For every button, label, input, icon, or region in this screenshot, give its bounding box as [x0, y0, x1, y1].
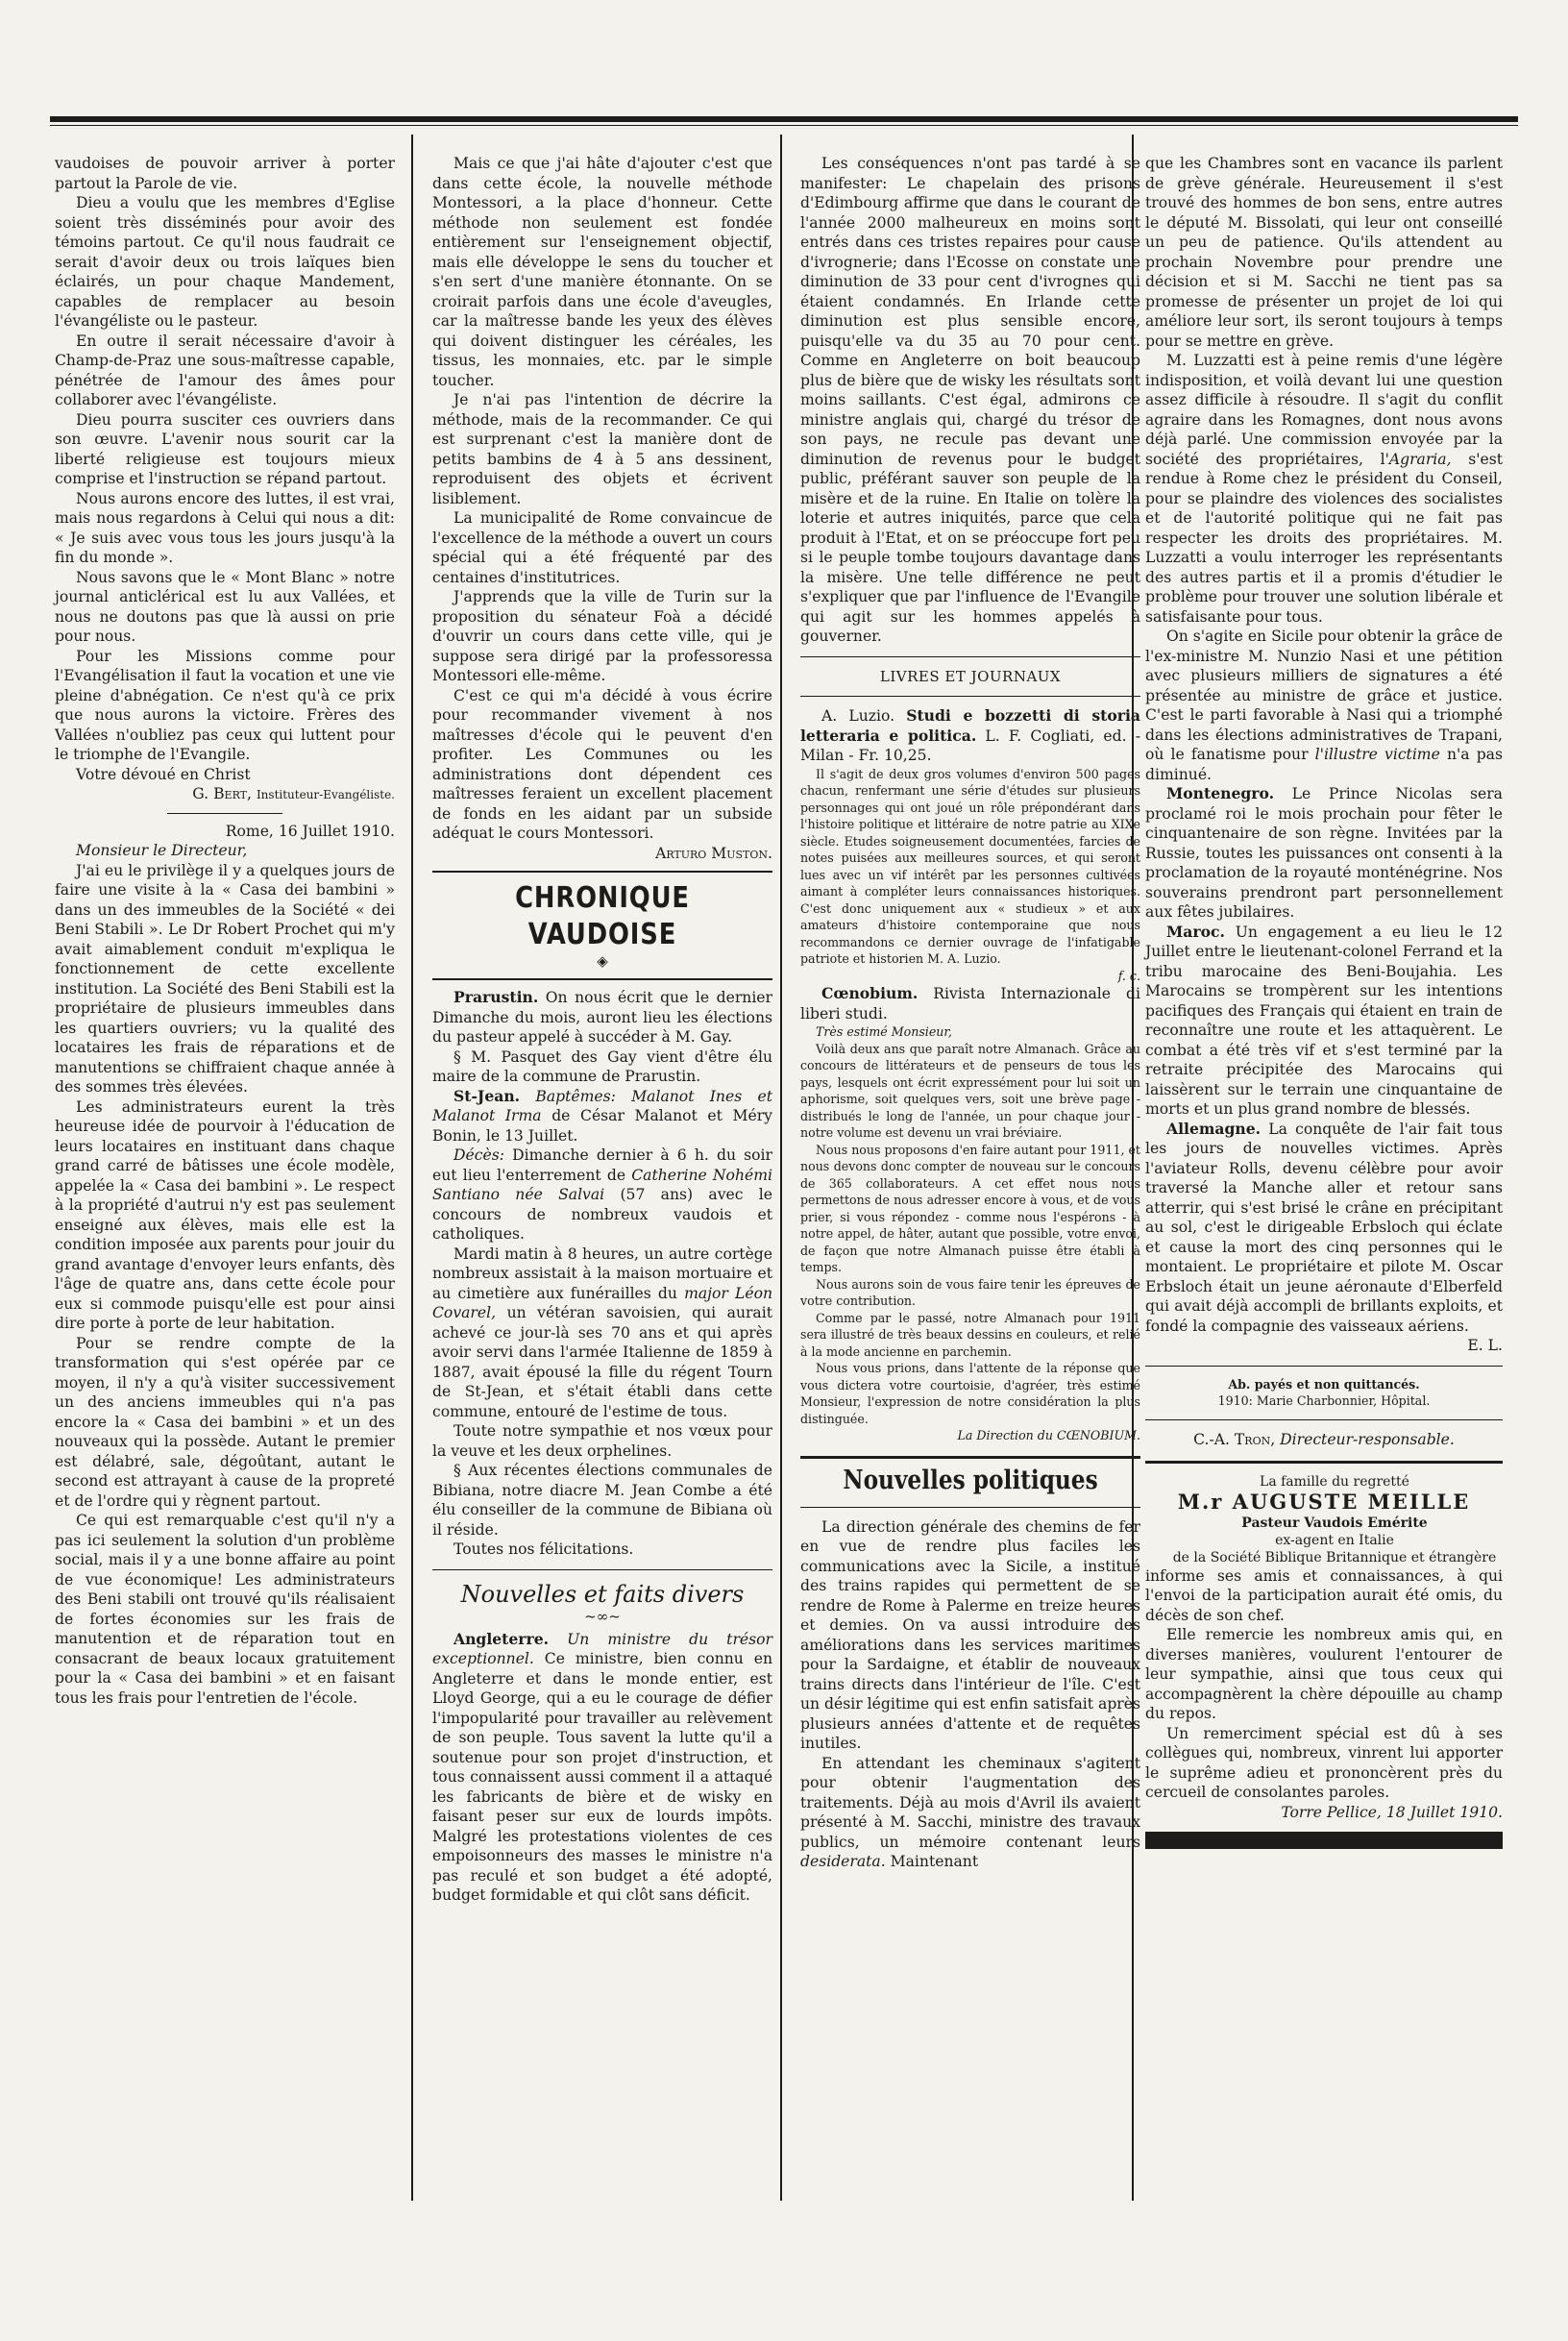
- column-2: [432, 154, 772, 1906]
- news-text: s'est rendue à Rome chez le président du Conseil, pour se plaindre des violences des socialistes et de l'autorité politique qui ne fait pas respecter les droits des propriétaires. M. Luzzatti a voulu interroger les représentants des autres partis et il a promis d'étudier le problème pour trouver une solution libérale et satisfaisante pour tous.: [1145, 450, 1503, 626]
- paragraph: [1145, 351, 1503, 627]
- section-title: Nouvelles politiques: [843, 1465, 1098, 1495]
- paragraph: [432, 1047, 772, 1087]
- paragraph: informe ses amis et connaissances, à qui l'envoi de la participation aurait été omis, du décès de son chef.: [1145, 1566, 1503, 1624]
- book-title: Studi e bozzetti di storia letteraria e politica.: [800, 706, 1140, 745]
- journal-desc: Rivista Internazionale di liberi studi.: [800, 985, 1140, 1023]
- news-italic: Agraria,: [1388, 450, 1452, 468]
- section-header-chronique: [432, 871, 772, 980]
- paragraph: Toute notre sympathie et nos vœux pour la veuve et les deux orphelines.: [432, 1422, 772, 1460]
- paragraph: vaudoises de pouvoir arriver à porter partout la Parole de vie.: [55, 155, 395, 192]
- divider: [800, 696, 1140, 697]
- book-publisher: L. F. Cogliati, ed. - Milan - Fr. 10,25.: [800, 727, 1140, 764]
- news-text: Un engagement a eu lieu le 12 Juillet entre le lieutenant-colonel Ferrand et la tribu marocaine des Beni-Boujahia. Les Marocains se trompèrent sur les intentions pacifiques des Français qui étaient en train de reconnaître une route et les attaquèrent. Le combat a été très vif et s'est terminé par la retraite précipitée des Marocains qui laissèrent sur le terrain une cinquantaine de morts et un plus grand nombre de blessés.: [1145, 923, 1503, 1118]
- notice-line: Pasteur Vaudois Emérite: [1241, 1515, 1428, 1531]
- news-italic: l'illustre victime: [1314, 746, 1440, 763]
- divider: [167, 813, 282, 814]
- paragraph: Ce qui est remarquable c'est qu'il n'y a pas ici seulement la solution d'un problème social, mais il y a une bonne affaire au point de vue économique! Les administrateurs des Beni stabili ont trouvé qu'ils réalisaient de fortes économies sur les frais de manutention et de réparation tout en consacrant de beaux locaux gratuitement pour la « Casa dei bambini » et en faisant tous les frais pour l'entretien de l'école.: [55, 1512, 395, 1707]
- paragraph: Les administrateurs eurent la très heureuse idée de pourvoir à l'éducation de leurs locataires en instituant dans chaque grand carré de bâtisses une école modèle, appelée la « Casa dei bambini ». Le respect à la propriété d'autrui n'y est pas seulement enseigné aux élèves, mais elle est la condition imposée aux parents pour jouir du grand avantage d'envoyer leurs enfants, dès l'âge de quatre ans, dans cette école pour eux si commode puisqu'elle est pour ainsi dire porte à porte de leur habitation.: [55, 1097, 395, 1332]
- place-name: St-Jean.: [453, 1086, 521, 1105]
- notice-intro: La famille du regretté: [1260, 1474, 1409, 1490]
- book-entry: [800, 706, 1140, 766]
- paragraph: Nous vous prions, dans l'attente de la réponse que vous dictera votre courtoisie, d'agréer, très estimé Monsieur, l'expression de notre considération la plus distinguée.: [800, 1361, 1140, 1426]
- paragraph: La direction générale des chemins de fer en vue de rendre plus faciles les communications avec la Sicile, a institué des trains rapides qui permettent de se rendre de Rome à Palerme en treize heures et demies. On va aussi introduire des améliorations dans les services maritimes pour la Sardaigne, et établir de nouveaux trains directs dans l'intérieur de l'île. C'est un désir légitime qui est enfin satisfait après plusieurs années d'attente et de requêtes inutiles.: [800, 1517, 1140, 1752]
- paragraph: [432, 1630, 772, 1906]
- signature: La Direction du CŒNOBIUM.: [957, 1428, 1140, 1442]
- black-bar: [1145, 1832, 1503, 1849]
- section-title: LIVRES ET JOURNAUX: [879, 667, 1062, 685]
- divider: [432, 1569, 772, 1570]
- director-name: C.-A. Tron,: [1193, 1430, 1276, 1448]
- column-1: [55, 154, 395, 1708]
- names: major Léon Covarel,: [432, 1284, 772, 1321]
- paragraph-mark-icon: §: [453, 1462, 469, 1479]
- paragraph: Dieu pourra susciter ces ouvriers dans son œuvre. L'avenir nous sourit car la liberté religieuse est toujours mieux comprise et l'instruction se répand partout.: [55, 410, 395, 487]
- salutation: Très estimé Monsieur,: [816, 1024, 953, 1039]
- column-rule: [780, 135, 782, 2201]
- notice-line: de la Société Biblique Britannique et étrangère: [1172, 1549, 1497, 1565]
- place-name: Allemagne.: [1166, 1119, 1262, 1138]
- paragraph: [432, 1461, 772, 1540]
- subscriptions-line: 1910: Marie Charbonnier, Hôpital.: [1217, 1393, 1431, 1408]
- subtitle: Un ministre du trésor exceptionnel.: [432, 1630, 772, 1667]
- top-rule-thin: [50, 125, 1518, 126]
- divider: [1145, 1366, 1503, 1367]
- review-text: Il s'agit de deux gros volumes d'environ 500 pages chacun, renfermant une série d'études sur plusieurs personnages qui ont joué un rôle prépondérant dans l'histoire politique et littéraire de notre patrie au XIXe siècle. Etudes soigneusement documentées, farcies de notes puisées aux meilleures sources, et qui seront lues avec un vif intérêt par les personnes cultivées aimant à compléter leurs connaissances historiques. C'est donc uniquement aux « studieux » et aux amateurs d'histoire contemporaine que nous recommandons ce dernier ouvrage de l'infatigable patriote et historien M. A. Luzio.: [800, 766, 1140, 966]
- signature-name: G. Bert,: [192, 785, 252, 802]
- paragraph: Toutes nos félicitations.: [453, 1540, 634, 1558]
- place-name: Angleterre.: [453, 1629, 550, 1648]
- paragraph: [1145, 923, 1503, 1120]
- news-text: Aux récentes élections communales de Bibiana, notre diacre M. Jean Combe a été élu conseiller de la commune de Bibiana où il réside.: [432, 1462, 772, 1539]
- subscriptions-title: Ab. payés et non quittancés.: [1228, 1376, 1420, 1392]
- paragraph: J'ai eu le privilège il y a quelques jours de faire une visite à la « Casa dei bambini » dans un des immeubles de la Société « dei Beni Stabili ». Le Dr Robert Prochet qui m'y avait aimablement conduit m'expliqua le fonctionnement de cette excellente institution. La Société des Beni Stabili est la propriétaire de plusieurs immeubles dans les quartiers ouvriers; vu la qualité des locataires les frais de réparations et de manutentions se chiffraient chaque année à des sommes très élevées.: [55, 861, 395, 1096]
- paragraph: Un remerciment spécial est dû à ses collègues qui, nombreux, vinrent lui apporter le suprême adieu et prononcèrent près du cercueil de consolantes paroles.: [1145, 1724, 1503, 1801]
- news-text: Dimanche dernier à 6 h. du soir eut lieu l'enterrement de: [432, 1146, 772, 1184]
- news-text: On nous écrit que le dernier Dimanche du mois, auront lieu les élections du pasteur appelé à succéder à M. Gay.: [432, 989, 772, 1046]
- paragraph: Mais ce que j'ai hâte d'ajouter c'est que dans cette école, la nouvelle méthode Montessori, a la place d'honneur. Cette méthode non seulement est fondée entièrement sur l'enseignement objectif, mais elle développe le sens du toucher et s'en sert d'une manière étonnante. On se croirait parfois dans une école d'aveugles, car la maîtresse bande les yeux des élèves qui doivent distinguer les céréales, les tissus, les monnaies, etc. par le simple toucher.: [432, 155, 772, 389]
- paragraph: [1145, 1120, 1503, 1337]
- names: Malanot Ines et Malanot Irma: [432, 1087, 772, 1124]
- paragraph: Pour les Missions comme pour l'Evangélisation il faut la vocation et une vie pleine d'abnégation. Ce n'est qu'à ce prix que nous aurons la victoire. Frères des Vallées n'oubliez pas ceux qui luttent pour le triomphe de l'Evangile.: [55, 647, 395, 763]
- paragraph: [432, 1244, 772, 1422]
- paragraph: [1145, 627, 1503, 784]
- divider: [800, 1507, 1140, 1508]
- news-text: M. Luzzatti est à peine remis d'une légère indisposition, et voilà devant lui une question assez difficile à résoudre. Il s'agit du conflit agraire dans les Romagnes, dont nous avons déjà parlé. Une commission envoyée par la société des propriétaires, l': [1145, 352, 1503, 468]
- news-text: M. Pasquet des Gay vient d'être élu maire de la commune de Prarustin.: [432, 1047, 772, 1085]
- divider: [800, 1456, 1140, 1459]
- column-4: [1145, 154, 1503, 1849]
- news-italic: desiderata.: [800, 1853, 886, 1870]
- paragraph: Nous aurons encore des luttes, il est vrai, mais nous regardons à Celui qui nous a dit: « Je suis avec vous tous les jours jusqu'à la fin du monde ».: [55, 489, 395, 566]
- paragraph: Nous savons que le « Mont Blanc » notre journal anticlérical est lu aux Vallées, et nous ne doutons pas que là aussi on prie pour nous.: [55, 568, 395, 645]
- news-text: Mardi matin à 8 heures, un autre cortège nombreux assistait à la maison mortuaire et au cimetière aux funérailles du: [432, 1244, 772, 1302]
- initials: f. c.: [1117, 968, 1140, 983]
- paragraph: C'est ce qui m'a décidé à vous écrire pour recommander vivement à nos maîtresses d'école qui le peuvent d'en profiter. Les Communes ou les administrations dont dépendent ces maîtresses feraient un excellent placement de fonds en les aidant par un subside adéquat le cours Montessori.: [432, 686, 772, 842]
- divider: [1145, 1461, 1503, 1464]
- notice-line: ex-agent en Italie: [1275, 1532, 1394, 1548]
- news-text: La conquête de l'air fait tous les jours de nouvelles victimes. Après l'aviateur Rolls, devenu célèbre pour avoir traversé la Manche aller et retour sans atterrir, qui s'est brisé le crâne en précipitant au sol, c'est le dirigeable Erbsloch qui éclate et cause la mort des cinq personnes qui le montaient. Le propriétaire et pilote M. Oscar Erbsloch était un jeune aéronaute d'Elberfeld qui avait déjà accompli de brillants exploits, et fondé la compagnie des vaisseaux aériens.: [1145, 1120, 1503, 1335]
- director-title: Directeur-responsable.: [1280, 1430, 1455, 1448]
- signature-title: Instituteur-Evangéliste.: [256, 788, 395, 801]
- label: Décès:: [453, 1146, 504, 1164]
- paragraph: Dieu a voulu que les membres d'Eglise soient très disséminés pour avoir des témoins partout. Ce qu'il nous faudrait ce serait d'avoir deux ou trois laïques bien éclairés, un pour chaque Mandement, capables de remplacer au besoin l'évangéliste ou le pasteur.: [55, 194, 395, 330]
- news-text: de César Malanot et Méry Bonin, le 13 Juillet.: [432, 1107, 772, 1145]
- paragraph: Elle remercie les nombreux amis qui, en diverses manières, voulurent l'entourer de leur sympathie, ainsi que tous ceux qui accompagnèrent la chère dépouille au champ du repos.: [1145, 1626, 1503, 1722]
- paragraph: La municipalité de Rome convaincue de l'excellence de la méthode a ouvert un cours spécial qui a été fréquenté par des centaines d'institutrices.: [432, 509, 772, 586]
- dateline: Rome, 16 Juillet 1910.: [225, 822, 395, 840]
- director-line: [1145, 1430, 1503, 1450]
- news-text: un vétéran savoisien, qui aurait achevé ce jour-là ses 70 ans et qui après avoir servi dans l'armée Italienne de 1859 à 1887, avait épousé la fille du régent Tourn de St-Jean, et s'était établi dans cette commune, entouré de l'estime de tous.: [432, 1304, 772, 1420]
- paragraph: Je n'ai pas l'intention de décrire la méthode, mais de la recommander. Ce qui est surprenant c'est la manière dont de petits bambins de 4 à 5 ans dessinent, reproduisent des objets et écrivent lisiblement.: [432, 391, 772, 507]
- paragraph: que les Chambres sont en vacance ils parlent de grève générale. Heureusement il s'est trouvé des hommes de bon sens, entre autres le député M. Bissolati, qui leur ont conseillé un peu de patience. Qu'ils attendent au prochain Novembre pour prendre une décision et si M. Sacchi ne tient pas sa promesse de présenter un projet de loi qui améliore leur sort, ils seront toujours à temps pour se mettre en grève.: [1145, 155, 1503, 350]
- book-author: A. Luzio.: [821, 707, 895, 725]
- paragraph: [800, 1754, 1140, 1872]
- top-rule: [50, 116, 1518, 122]
- closing: Votre dévoué en Christ: [76, 765, 251, 783]
- news-text: En attendant les cheminaux s'agitent pour obtenir l'augmentation des traitements. Déjà au mois d'Avril ils avaient présenté à M. Sacchi, ministre des travaux publics, un mémoire contenant leurs: [800, 1754, 1140, 1851]
- news-text: Maintenant: [890, 1853, 979, 1870]
- salutation: Monsieur le Directeur,: [76, 842, 248, 859]
- news-text: n'a pas diminué.: [1145, 746, 1503, 783]
- paragraph: Comme par le passé, notre Almanach pour 1911 sera illustré de très beaux dessins en couleurs, et relié à la mode ancienne en parchemin.: [800, 1310, 1140, 1359]
- ornament-icon: ◈: [597, 952, 608, 970]
- news-text: Le Prince Nicolas sera proclamé roi le mois prochain pour fêter le cinquantenaire de son règne. Invitées par la Russie, toutes les puissances ont consenti à la proclamation de la royauté monténégrine. Nos souverains prendront part personnellement aux fêtes jubilaires.: [1145, 785, 1503, 921]
- ornament-icon: ~∞~: [584, 1607, 621, 1625]
- divider: [800, 656, 1140, 657]
- signature: Arturo Muston.: [655, 844, 772, 862]
- news-text: (57 ans) avec le concours de nombreux vaudois et catholiques.: [432, 1186, 772, 1243]
- paragraph: Les conséquences n'ont pas tardé à se manifester: Le chapelain des prisons d'Edimbourg affirme que dans le courant de l'année 2000 malheureux en moins sont entrés dans ces tristes repaires pour cause d'ivrognerie; dans l'Ecosse on constate une diminution de 33 pour cent d'ivrognes qui étaient condamnés. En Irlande cette diminution est plus sensible encore, puisqu'elle va du 35 au 70 pour cent. Comme en Angleterre on boit beaucoup plus de bière que de wisky les résultats sont moins saillants. C'est égal, admirons ce ministre anglais qui, chargé du trésor de son pays, ne recule pas devant une diminution de revenus pour le budget public, préférant sauver son peuple de la misère et de la ruine. En Italie on tolère la loterie et autres iniquités, parce que cela produit à l'Etat, et on se préoccupe fort peu si le peuple tombe toujours davantage dans la misère. Une telle différence ne peut s'expliquer que par l'influence de l'Evangile qui agit sur les hommes appelés à gouverner.: [800, 155, 1140, 645]
- column-rule: [411, 135, 413, 2201]
- place-name: Prarustin.: [453, 988, 539, 1006]
- divider: [1145, 1419, 1503, 1420]
- label: Baptêmes:: [535, 1087, 616, 1105]
- notice-date: Torre Pellice, 18 Juillet 1910.: [1281, 1803, 1503, 1821]
- news-text: Ce ministre, bien connu en Angleterre et dans le monde entier, est Lloyd George, qui a eu le courage de défier l'impopularité pour travailler au relèvement de son peuple. Tous savent la lutte qu'il a soutenue pour son projet d'instruction, et tous connaissent aussi comment il a attaqué les fabricants de bière et de wisky en faisant peser sur eux de lourds impôts. Malgré les protestations violentes de ces empoisonneurs des masses le ministre n'a pas reculé et son budget a été adopté, budget formidable et qui clôt sans déficit.: [432, 1650, 772, 1904]
- section-title: Nouvelles et faits divers: [460, 1580, 745, 1608]
- section-title: CHRONIQUE VAUDOISE: [515, 881, 690, 951]
- journal-letter: [800, 1023, 1140, 1444]
- journal-entry: [800, 984, 1140, 1023]
- news-text: On s'agite en Sicile pour obtenir la grâce de l'ex-ministre M. Nunzio Nasi et une pétition avec plusieurs milliers de signatures a été présentée au ministre de grâce et justice. C'est le parti favorable à Nasi qui a triomphé dans les élections administratives de Trapani, où le fanatisme pour: [1145, 628, 1503, 763]
- paragraph: Nous nous proposons d'en faire autant pour 1911, et nous devons donc compter de nouveau sur le concours de 365 collaborateurs. A cet effet nous nous permettons de nous adresser encore à vous, et de vous prier, si vous répondez - comme nous l'espérons - à notre appel, de hâter, autant que possible, votre envoi, de façon que notre Almanach puisse être établi à temps.: [800, 1142, 1140, 1274]
- paragraph: Pour se rendre compte de la transformation qui s'est opérée par ce moyen, il n'y a qu'à visiter successivement un des anciens immeubles qui n'a pas encore la « Casa dei bambini » et un des nouveaux qui la possède. Autant le premier est délabré, sale, dégoûtant, autant le second est attrayant à cause de la propreté et de l'ordre qui y règnent partout.: [55, 1334, 395, 1510]
- paragraph: Voilà deux ans que paraît notre Almanach. Grâce au concours de littérateurs et de penseurs de tous les pays, lesquels ont écrit expressément pour lui soit un aphorisme, soit quelques vers, soit une brève page - distribués le long de l'année, un pour chaque jour - notre volume est devenu un vrai bréviaire.: [800, 1041, 1140, 1140]
- book-review: [800, 766, 1140, 985]
- notice-name: M.r AUGUSTE MEILLE: [1177, 1490, 1471, 1514]
- paragraph: Nous aurons soin de vous faire tenir les épreuves de votre contribution.: [800, 1276, 1140, 1308]
- names: Catherine Nohémi Santiano née Salvai: [432, 1166, 772, 1203]
- paragraph: [432, 988, 772, 1047]
- paragraph-mark-icon: §: [453, 1047, 472, 1066]
- journal-title: Cœnobium.: [821, 984, 919, 1002]
- place-name: Montenegro.: [1166, 784, 1275, 802]
- paragraph: En outre il serait nécessaire d'avoir à Champ-de-Praz une sous-maîtresse capable, pénétrée de l'amour des âmes pour collaborer avec l'évangéliste.: [55, 332, 395, 408]
- paragraph: [432, 1146, 772, 1244]
- initials: E. L.: [1467, 1337, 1503, 1354]
- column-3: [800, 154, 1140, 1872]
- paragraph: [1145, 784, 1503, 923]
- signature: [55, 784, 395, 805]
- paragraph: [432, 1087, 772, 1146]
- place-name: Maroc.: [1166, 922, 1225, 941]
- paragraph: J'apprends que la ville de Turin sur la proposition du sénateur Foà a décidé d'ouvrir un cours dans cette ville, qui je suppose sera dirigé par la professoressa Montessori elle-même.: [432, 588, 772, 684]
